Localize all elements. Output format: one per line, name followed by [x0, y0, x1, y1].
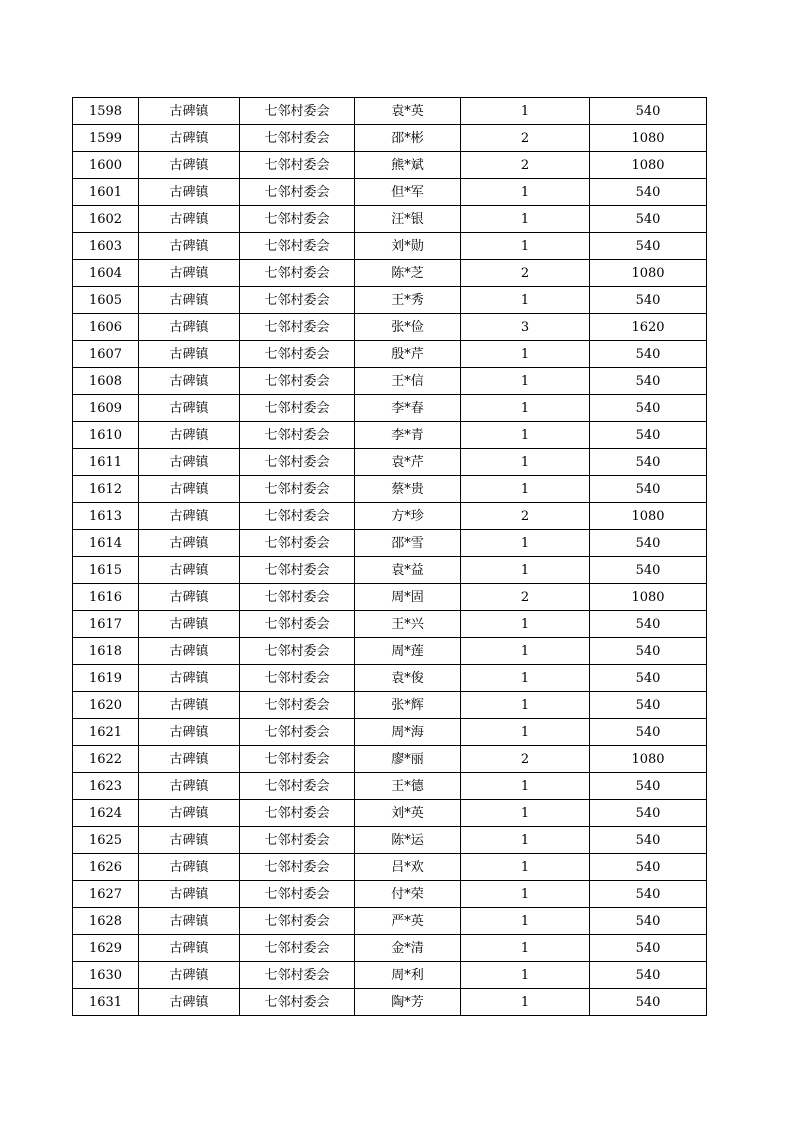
row-number-cell: 1611 [73, 449, 139, 476]
amount-cell: 540 [590, 395, 707, 422]
town-cell: 古碑镇 [139, 800, 240, 827]
amount-cell: 540 [590, 692, 707, 719]
town-cell: 古碑镇 [139, 557, 240, 584]
person-name-cell: 张*辉 [355, 692, 461, 719]
row-number-cell: 1620 [73, 692, 139, 719]
household-count-cell: 2 [461, 503, 590, 530]
town-cell: 古碑镇 [139, 827, 240, 854]
person-name-cell: 陶*芳 [355, 989, 461, 1016]
amount-cell: 1080 [590, 125, 707, 152]
village-committee-cell: 七邻村委会 [240, 557, 355, 584]
village-committee-cell: 七邻村委会 [240, 638, 355, 665]
table-row [73, 260, 707, 287]
amount-cell: 540 [590, 638, 707, 665]
row-number-cell: 1608 [73, 368, 139, 395]
table-row [73, 584, 707, 611]
town-cell: 古碑镇 [139, 881, 240, 908]
household-count-cell: 1 [461, 611, 590, 638]
row-number-cell: 1626 [73, 854, 139, 881]
town-cell: 古碑镇 [139, 152, 240, 179]
table-row [73, 854, 707, 881]
person-name-cell: 吕*欢 [355, 854, 461, 881]
row-number-cell: 1621 [73, 719, 139, 746]
village-committee-cell: 七邻村委会 [240, 260, 355, 287]
village-committee-cell: 七邻村委会 [240, 611, 355, 638]
town-cell: 古碑镇 [139, 908, 240, 935]
amount-cell: 540 [590, 908, 707, 935]
table-row [73, 908, 707, 935]
person-name-cell: 廖*丽 [355, 746, 461, 773]
person-name-cell: 李*春 [355, 395, 461, 422]
row-number-cell: 1618 [73, 638, 139, 665]
row-number-cell: 1600 [73, 152, 139, 179]
person-name-cell: 李*青 [355, 422, 461, 449]
table-row [73, 989, 707, 1016]
household-count-cell: 1 [461, 692, 590, 719]
person-name-cell: 袁*益 [355, 557, 461, 584]
amount-cell: 540 [590, 98, 707, 125]
household-count-cell: 1 [461, 287, 590, 314]
household-count-cell: 1 [461, 557, 590, 584]
person-name-cell: 王*秀 [355, 287, 461, 314]
row-number-cell: 1613 [73, 503, 139, 530]
town-cell: 古碑镇 [139, 395, 240, 422]
amount-cell: 1080 [590, 260, 707, 287]
row-number-cell: 1625 [73, 827, 139, 854]
table-row [73, 395, 707, 422]
row-number-cell: 1628 [73, 908, 139, 935]
village-committee-cell: 七邻村委会 [240, 908, 355, 935]
table-row [73, 125, 707, 152]
village-committee-cell: 七邻村委会 [240, 827, 355, 854]
household-count-cell: 1 [461, 935, 590, 962]
row-number-cell: 1623 [73, 773, 139, 800]
amount-cell: 540 [590, 827, 707, 854]
town-cell: 古碑镇 [139, 962, 240, 989]
person-name-cell: 陈*运 [355, 827, 461, 854]
household-count-cell: 1 [461, 962, 590, 989]
amount-cell: 540 [590, 476, 707, 503]
table-row [73, 530, 707, 557]
village-committee-cell: 七邻村委会 [240, 854, 355, 881]
person-name-cell: 王*兴 [355, 611, 461, 638]
household-count-cell: 1 [461, 989, 590, 1016]
village-committee-cell: 七邻村委会 [240, 206, 355, 233]
town-cell: 古碑镇 [139, 746, 240, 773]
household-count-cell: 1 [461, 395, 590, 422]
row-number-cell: 1627 [73, 881, 139, 908]
person-name-cell: 邵*彬 [355, 125, 461, 152]
town-cell: 古碑镇 [139, 98, 240, 125]
table-row [73, 746, 707, 773]
table-row [73, 233, 707, 260]
town-cell: 古碑镇 [139, 233, 240, 260]
amount-cell: 540 [590, 854, 707, 881]
table-row [73, 557, 707, 584]
village-committee-cell: 七邻村委会 [240, 773, 355, 800]
table-row [73, 476, 707, 503]
household-count-cell: 1 [461, 908, 590, 935]
amount-cell: 540 [590, 719, 707, 746]
household-count-cell: 2 [461, 584, 590, 611]
person-name-cell: 周*莲 [355, 638, 461, 665]
person-name-cell: 王*德 [355, 773, 461, 800]
table-row [73, 503, 707, 530]
person-name-cell: 陈*芝 [355, 260, 461, 287]
town-cell: 古碑镇 [139, 989, 240, 1016]
village-committee-cell: 七邻村委会 [240, 530, 355, 557]
town-cell: 古碑镇 [139, 935, 240, 962]
table-row [73, 935, 707, 962]
town-cell: 古碑镇 [139, 314, 240, 341]
person-name-cell: 熊*斌 [355, 152, 461, 179]
table-row [73, 449, 707, 476]
village-committee-cell: 七邻村委会 [240, 152, 355, 179]
household-count-cell: 1 [461, 98, 590, 125]
person-name-cell: 邵*雪 [355, 530, 461, 557]
village-committee-cell: 七邻村委会 [240, 692, 355, 719]
amount-cell: 1620 [590, 314, 707, 341]
town-cell: 古碑镇 [139, 206, 240, 233]
table-row [73, 287, 707, 314]
table-row [73, 638, 707, 665]
village-committee-cell: 七邻村委会 [240, 179, 355, 206]
person-name-cell: 方*珍 [355, 503, 461, 530]
table-row [73, 98, 707, 125]
person-name-cell: 殷*芹 [355, 341, 461, 368]
town-cell: 古碑镇 [139, 476, 240, 503]
town-cell: 古碑镇 [139, 611, 240, 638]
household-count-cell: 1 [461, 179, 590, 206]
roster-table [72, 97, 707, 1016]
household-count-cell: 1 [461, 881, 590, 908]
row-number-cell: 1598 [73, 98, 139, 125]
table-row [73, 314, 707, 341]
town-cell: 古碑镇 [139, 179, 240, 206]
village-committee-cell: 七邻村委会 [240, 314, 355, 341]
town-cell: 古碑镇 [139, 584, 240, 611]
person-name-cell: 蔡*贵 [355, 476, 461, 503]
village-committee-cell: 七邻村委会 [240, 989, 355, 1016]
town-cell: 古碑镇 [139, 341, 240, 368]
village-committee-cell: 七邻村委会 [240, 98, 355, 125]
person-name-cell: 周*利 [355, 962, 461, 989]
amount-cell: 540 [590, 449, 707, 476]
amount-cell: 1080 [590, 746, 707, 773]
row-number-cell: 1606 [73, 314, 139, 341]
person-name-cell: 王*信 [355, 368, 461, 395]
town-cell: 古碑镇 [139, 368, 240, 395]
village-committee-cell: 七邻村委会 [240, 422, 355, 449]
amount-cell: 540 [590, 287, 707, 314]
person-name-cell: 袁*英 [355, 98, 461, 125]
person-name-cell: 但*军 [355, 179, 461, 206]
person-name-cell: 金*清 [355, 935, 461, 962]
household-count-cell: 1 [461, 422, 590, 449]
table-row [73, 773, 707, 800]
village-committee-cell: 七邻村委会 [240, 341, 355, 368]
table-row [73, 719, 707, 746]
amount-cell: 1080 [590, 152, 707, 179]
row-number-cell: 1603 [73, 233, 139, 260]
household-count-cell: 1 [461, 368, 590, 395]
table-row [73, 881, 707, 908]
household-count-cell: 1 [461, 800, 590, 827]
town-cell: 古碑镇 [139, 449, 240, 476]
village-committee-cell: 七邻村委会 [240, 368, 355, 395]
amount-cell: 540 [590, 773, 707, 800]
amount-cell: 540 [590, 530, 707, 557]
household-count-cell: 1 [461, 854, 590, 881]
person-name-cell: 付*荣 [355, 881, 461, 908]
row-number-cell: 1607 [73, 341, 139, 368]
household-count-cell: 1 [461, 665, 590, 692]
household-count-cell: 1 [461, 206, 590, 233]
amount-cell: 540 [590, 800, 707, 827]
household-count-cell: 2 [461, 260, 590, 287]
person-name-cell: 刘*英 [355, 800, 461, 827]
row-number-cell: 1599 [73, 125, 139, 152]
household-count-cell: 1 [461, 773, 590, 800]
person-name-cell: 周*海 [355, 719, 461, 746]
amount-cell: 540 [590, 341, 707, 368]
row-number-cell: 1630 [73, 962, 139, 989]
town-cell: 古碑镇 [139, 287, 240, 314]
household-count-cell: 2 [461, 125, 590, 152]
table-row [73, 152, 707, 179]
household-count-cell: 1 [461, 719, 590, 746]
row-number-cell: 1615 [73, 557, 139, 584]
table-row [73, 665, 707, 692]
person-name-cell: 张*俭 [355, 314, 461, 341]
person-name-cell: 汪*银 [355, 206, 461, 233]
town-cell: 古碑镇 [139, 719, 240, 746]
person-name-cell: 袁*俊 [355, 665, 461, 692]
row-number-cell: 1622 [73, 746, 139, 773]
household-count-cell: 2 [461, 152, 590, 179]
row-number-cell: 1601 [73, 179, 139, 206]
town-cell: 古碑镇 [139, 503, 240, 530]
town-cell: 古碑镇 [139, 422, 240, 449]
village-committee-cell: 七邻村委会 [240, 287, 355, 314]
table-row [73, 800, 707, 827]
amount-cell: 540 [590, 233, 707, 260]
row-number-cell: 1609 [73, 395, 139, 422]
village-committee-cell: 七邻村委会 [240, 935, 355, 962]
amount-cell: 540 [590, 611, 707, 638]
town-cell: 古碑镇 [139, 260, 240, 287]
town-cell: 古碑镇 [139, 125, 240, 152]
household-count-cell: 1 [461, 449, 590, 476]
village-committee-cell: 七邻村委会 [240, 395, 355, 422]
household-count-cell: 3 [461, 314, 590, 341]
amount-cell: 1080 [590, 584, 707, 611]
amount-cell: 540 [590, 881, 707, 908]
amount-cell: 540 [590, 665, 707, 692]
village-committee-cell: 七邻村委会 [240, 800, 355, 827]
amount-cell: 540 [590, 935, 707, 962]
amount-cell: 540 [590, 206, 707, 233]
person-name-cell: 周*固 [355, 584, 461, 611]
table-row [73, 368, 707, 395]
table-row [73, 692, 707, 719]
town-cell: 古碑镇 [139, 692, 240, 719]
row-number-cell: 1602 [73, 206, 139, 233]
row-number-cell: 1616 [73, 584, 139, 611]
person-name-cell: 严*英 [355, 908, 461, 935]
table-row [73, 341, 707, 368]
amount-cell: 540 [590, 557, 707, 584]
village-committee-cell: 七邻村委会 [240, 746, 355, 773]
table-row [73, 962, 707, 989]
row-number-cell: 1604 [73, 260, 139, 287]
town-cell: 古碑镇 [139, 638, 240, 665]
household-count-cell: 1 [461, 341, 590, 368]
household-count-cell: 1 [461, 827, 590, 854]
village-committee-cell: 七邻村委会 [240, 881, 355, 908]
row-number-cell: 1631 [73, 989, 139, 1016]
row-number-cell: 1619 [73, 665, 139, 692]
village-committee-cell: 七邻村委会 [240, 584, 355, 611]
village-committee-cell: 七邻村委会 [240, 962, 355, 989]
amount-cell: 540 [590, 422, 707, 449]
village-committee-cell: 七邻村委会 [240, 233, 355, 260]
village-committee-cell: 七邻村委会 [240, 125, 355, 152]
amount-cell: 540 [590, 368, 707, 395]
amount-cell: 540 [590, 989, 707, 1016]
town-cell: 古碑镇 [139, 530, 240, 557]
table-row [73, 611, 707, 638]
person-name-cell: 刘*勋 [355, 233, 461, 260]
row-number-cell: 1605 [73, 287, 139, 314]
village-committee-cell: 七邻村委会 [240, 449, 355, 476]
village-committee-cell: 七邻村委会 [240, 719, 355, 746]
village-committee-cell: 七邻村委会 [240, 503, 355, 530]
table-row [73, 206, 707, 233]
row-number-cell: 1629 [73, 935, 139, 962]
person-name-cell: 袁*芹 [355, 449, 461, 476]
row-number-cell: 1614 [73, 530, 139, 557]
town-cell: 古碑镇 [139, 773, 240, 800]
household-count-cell: 1 [461, 638, 590, 665]
table-row [73, 422, 707, 449]
household-count-cell: 2 [461, 746, 590, 773]
town-cell: 古碑镇 [139, 665, 240, 692]
town-cell: 古碑镇 [139, 854, 240, 881]
household-count-cell: 1 [461, 530, 590, 557]
amount-cell: 1080 [590, 503, 707, 530]
row-number-cell: 1612 [73, 476, 139, 503]
amount-cell: 540 [590, 179, 707, 206]
household-count-cell: 1 [461, 233, 590, 260]
amount-cell: 540 [590, 962, 707, 989]
row-number-cell: 1624 [73, 800, 139, 827]
row-number-cell: 1617 [73, 611, 139, 638]
table-row [73, 179, 707, 206]
roster-body [73, 98, 707, 1016]
household-count-cell: 1 [461, 476, 590, 503]
table-row [73, 827, 707, 854]
village-committee-cell: 七邻村委会 [240, 476, 355, 503]
row-number-cell: 1610 [73, 422, 139, 449]
village-committee-cell: 七邻村委会 [240, 665, 355, 692]
